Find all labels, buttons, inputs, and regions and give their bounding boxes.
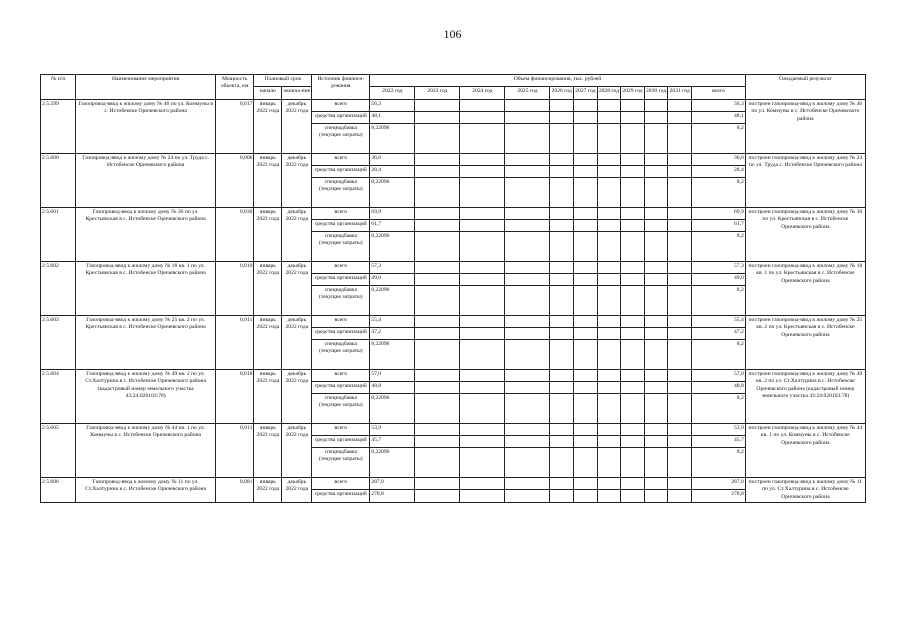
source-org: средства организаций xyxy=(312,220,370,232)
value-2022-spec: 8,22096 xyxy=(370,394,415,424)
source-spec: спецнадбавка (текущие затраты) xyxy=(312,124,370,154)
row-result: построен газопровод-ввод к жилому дому № 49 кв. 2 по ул. Ст.Халтурина в с. Истобенске Оричевского района (кадастровый номер земельного участка 43:24:020103:78) xyxy=(745,370,865,424)
header-year: 2026 год xyxy=(550,87,574,100)
row-number: 2.5.606 xyxy=(41,478,76,503)
row-end: декабрь 2022 года xyxy=(282,424,312,478)
table-row xyxy=(41,208,866,220)
row-start: январь 2022 года xyxy=(254,478,282,503)
row-name: Газопровод-ввод к жилому дому № 44 кв. 1 по ул. Коммуны в с. Истобенске Оричевского района xyxy=(76,424,215,478)
row-capacity: 0,010 xyxy=(215,262,254,316)
source-spec: спецнадбавка (текущие затраты) xyxy=(312,286,370,316)
row-result: построен газопровод-ввод к жилому дому № 25 кв. 2 по ул. Крестьянская в с. Истобенске Оричевского района xyxy=(745,316,865,370)
header-no: № п/п xyxy=(41,75,76,100)
table-row xyxy=(41,316,866,328)
row-name: Газопровод-ввод к жилому дому № 11 по ул. Ст.Халтурина в с. Истобенске Оричевского района xyxy=(76,478,215,503)
row-number: 2.5.603 xyxy=(41,316,76,370)
value-sum-total: 36,6 xyxy=(692,154,746,166)
value-sum-spec: 8,2 xyxy=(692,448,746,478)
row-result: построен газопровод-ввод к жилому дому № 44 кв. 1 по ул. Коммуны в с. Истобенске Оричевского района xyxy=(745,424,865,478)
value-2022-spec: 8,22096 xyxy=(370,124,415,154)
row-start: январь 2022 года xyxy=(254,316,282,370)
row-start: январь 2022 года xyxy=(254,424,282,478)
source-spec: спецнадбавка (текущие затраты) xyxy=(312,394,370,424)
value-sum-total: 55,4 xyxy=(692,316,746,328)
value-2022-spec: 8,22096 xyxy=(370,232,415,262)
row-end: декабрь 2022 года xyxy=(282,154,312,208)
table-row xyxy=(41,478,866,490)
row-capacity: 0,081 xyxy=(215,478,254,503)
value-sum-spec: 8,2 xyxy=(692,340,746,370)
row-result: построен газопровод-ввод к жилому дому № 36 по ул. Крестьянская в с. Истобенске Оричевского района xyxy=(745,208,865,262)
row-start: январь 2022 года xyxy=(254,100,282,154)
row-start: январь 2022 года xyxy=(254,262,282,316)
value-2022-total: 36,6 xyxy=(370,154,415,166)
table-row xyxy=(41,262,866,274)
row-name: Газопровод-ввод к жилому дому № 46 по ул. Коммуны в с. Истобенске Оричевского района xyxy=(76,100,215,154)
value-sum-spec: 8,2 xyxy=(692,394,746,424)
value-2022-total: 55,4 xyxy=(370,316,415,328)
value-sum-org: 61,7 xyxy=(692,220,746,232)
financing-table xyxy=(40,74,866,503)
source-total: всего xyxy=(312,100,370,112)
value-sum-org: 45,7 xyxy=(692,436,746,448)
value-sum-org: 278,8 xyxy=(692,490,746,502)
value-2022-total: 69,9 xyxy=(370,208,415,220)
row-end: декабрь 2022 года xyxy=(282,262,312,316)
table-row xyxy=(41,370,866,382)
row-name: Газопровод-ввод к жилому дому № 18 кв. 1 по ул. Крестьянская в с. Истобенске Оричевского района xyxy=(76,262,215,316)
row-name: Газопровод-ввод к жилому дому № 24 по ул. Труда с. Истобенске Оричевского района xyxy=(76,154,215,208)
row-result: построен газопровод-ввод к жилому дому № 46 по ул. Коммуны в с. Истобенске Оричевского района xyxy=(745,100,865,154)
table-header xyxy=(41,75,866,100)
row-capacity: 0,011 xyxy=(215,424,254,478)
source-org: средства организаций xyxy=(312,274,370,286)
source-org: средства организаций xyxy=(312,166,370,178)
source-org: средства организаций xyxy=(312,490,370,502)
value-sum-total: 69,9 xyxy=(692,208,746,220)
header-year: 2025 год xyxy=(505,87,550,100)
value-2022-total: 56,3 xyxy=(370,100,415,112)
row-result: построен газопровод-ввод к жилому дому № 18 кв. 1 по ул. Крестьянская в с. Истобенске Оричевского района xyxy=(745,262,865,316)
header-year: 2024 год xyxy=(460,87,505,100)
header-year: 2029 год xyxy=(621,87,645,100)
row-end: декабрь 2022 года xyxy=(282,208,312,262)
value-2022-total: 57,3 xyxy=(370,262,415,274)
header-year: 2030 год xyxy=(644,87,668,100)
header-capacity: Мощность объекта, км xyxy=(215,75,254,100)
row-name: Газопровод-ввод к жилому дому № 36 по ул. Крестьянская в с. Истобенске Оричевского района xyxy=(76,208,215,262)
row-number: 2.5.601 xyxy=(41,208,76,262)
value-sum-spec: 8,2 xyxy=(692,178,746,208)
source-total: всего xyxy=(312,262,370,274)
value-2022-org: 278,8 xyxy=(370,490,415,502)
source-total: всего xyxy=(312,370,370,382)
source-org: средства организаций xyxy=(312,328,370,340)
header-start: начало xyxy=(254,87,282,100)
header-source: Источник финанси-рования xyxy=(312,75,370,100)
value-2022-org: 61,7 xyxy=(370,220,415,232)
value-2022-org: 48,8 xyxy=(370,382,415,394)
row-end: декабрь 2022 года xyxy=(282,478,312,503)
value-sum-spec: 8,2 xyxy=(692,232,746,262)
source-org: средства организаций xyxy=(312,112,370,124)
header-volume: Объем финансирования, тыс. рублей xyxy=(370,75,746,87)
row-number: 2.5.599 xyxy=(41,100,76,154)
table-row xyxy=(41,424,866,436)
row-end: декабрь 2022 года xyxy=(282,370,312,424)
row-capacity: 0,018 xyxy=(215,370,254,424)
table-body xyxy=(41,100,866,503)
header-year: 2027 год xyxy=(574,87,598,100)
row-capacity: 0,017 xyxy=(215,100,254,154)
value-sum-org: 47,2 xyxy=(692,328,746,340)
header-result: Ожидаемый результат xyxy=(745,75,865,100)
row-name: Газопровод-ввод к жилому дому № 49 кв. 2 по ул. Ст.Халтурина в с. Истобенске Оричевского района (кадастровый номер земельного участка 43:24:020103:78) xyxy=(76,370,215,424)
source-total: всего xyxy=(312,424,370,436)
header-year: 2022 год xyxy=(370,87,415,100)
value-2022-spec: 8,22096 xyxy=(370,178,415,208)
header-total: всего xyxy=(692,87,746,100)
value-sum-org: 28,4 xyxy=(692,166,746,178)
header-year: 2023 год xyxy=(415,87,460,100)
row-start: январь 2022 года xyxy=(254,208,282,262)
header-year: 2028 год xyxy=(597,87,621,100)
value-2022-spec: 8,22096 xyxy=(370,340,415,370)
value-sum-total: 57,3 xyxy=(692,262,746,274)
value-sum-total: 57,0 xyxy=(692,370,746,382)
row-capacity: 0,011 xyxy=(215,316,254,370)
row-number: 2.5.602 xyxy=(41,262,76,316)
row-result: построен газопровод-ввод к жилому дому № 24 по ул. Труда с. Истобенске Оричевского района xyxy=(745,154,865,208)
row-capacity: 0,030 xyxy=(215,208,254,262)
source-spec: спецнадбавка (текущие затраты) xyxy=(312,178,370,208)
header-term: Плановый срок xyxy=(254,75,312,87)
value-2022-org: 47,2 xyxy=(370,328,415,340)
table-row xyxy=(41,154,866,166)
row-number: 2.5.604 xyxy=(41,370,76,424)
source-spec: спецнадбавка (текущие затраты) xyxy=(312,232,370,262)
source-total: всего xyxy=(312,154,370,166)
value-2022-org: 49,0 xyxy=(370,274,415,286)
row-start: январь 2022 года xyxy=(254,370,282,424)
source-spec: спецнадбавка (текущие затраты) xyxy=(312,340,370,370)
value-sum-org: 48,8 xyxy=(692,382,746,394)
table-row xyxy=(41,100,866,112)
header-end: оконча-ние xyxy=(282,87,312,100)
row-end: декабрь 2022 года xyxy=(282,316,312,370)
value-2022-total: 287,0 xyxy=(370,478,415,490)
value-sum-org: 48,1 xyxy=(692,112,746,124)
source-org: средства организаций xyxy=(312,436,370,448)
source-total: всего xyxy=(312,478,370,490)
row-capacity: 0,006 xyxy=(215,154,254,208)
row-number: 2.5.600 xyxy=(41,154,76,208)
value-2022-org: 48,1 xyxy=(370,112,415,124)
source-spec: спецнадбавка (текущие затраты) xyxy=(312,448,370,478)
value-sum-total: 56,3 xyxy=(692,100,746,112)
source-org: средства организаций xyxy=(312,382,370,394)
value-2022-org: 45,7 xyxy=(370,436,415,448)
header-name: Наименование мероприятия xyxy=(76,75,215,100)
header-year: 2031 год xyxy=(668,87,692,100)
value-sum-total: 287,0 xyxy=(692,478,746,490)
row-result: построен газопровод-ввод к жилому дому № 11 по ул. Ст.Халтурина в с. Истобенске Оричевского района xyxy=(745,478,865,503)
source-total: всего xyxy=(312,316,370,328)
value-sum-spec: 8,2 xyxy=(692,124,746,154)
source-total: всего xyxy=(312,208,370,220)
value-sum-spec: 8,2 xyxy=(692,286,746,316)
value-2022-org: 28,4 xyxy=(370,166,415,178)
value-2022-total: 57,0 xyxy=(370,370,415,382)
row-start: январь 2022 года xyxy=(254,154,282,208)
value-2022-spec: 8,22096 xyxy=(370,286,415,316)
value-2022-spec: 8,22096 xyxy=(370,448,415,478)
row-end: декабрь 2022 года xyxy=(282,100,312,154)
value-sum-total: 53,9 xyxy=(692,424,746,436)
row-number: 2.5.605 xyxy=(41,424,76,478)
value-sum-org: 49,0 xyxy=(692,274,746,286)
value-2022-total: 53,9 xyxy=(370,424,415,436)
row-name: Газопровод-ввод к жилому дому № 25 кв. 2 по ул. Крестьянская в с. Истобенске Оричевского района xyxy=(76,316,215,370)
page-number: 106 xyxy=(443,27,462,41)
